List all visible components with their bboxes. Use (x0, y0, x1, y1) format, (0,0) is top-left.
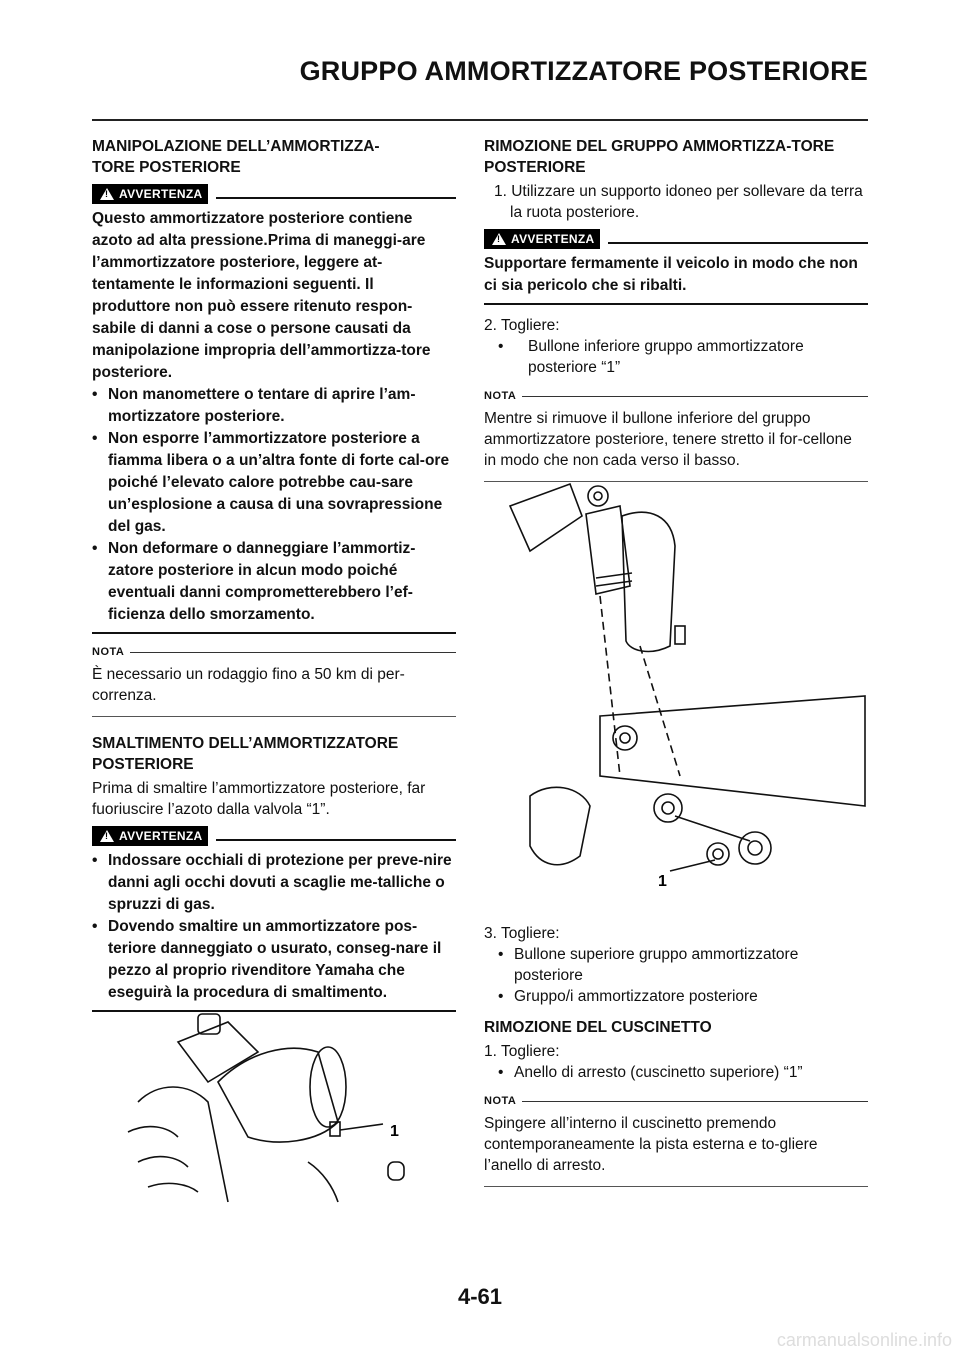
warning-tag (92, 826, 208, 846)
warning-bullet: • Non deformare o danneggiare l’ammortiz-zatore posteriore in alcun modo poiché eventuali danni comprometterebbero l’ef-ficienza dello smorzamento. (92, 538, 456, 626)
disposal-text: Prima di smaltire l’ammortizzatore posteriore, far fuoriuscire l’azoto dalla valvola “1”. (92, 780, 426, 818)
section-heading-bearing: RIMOZIONE DEL CUSCINETTO (484, 1019, 712, 1036)
note-header (484, 390, 868, 402)
warning-label: AVVERTENZA (119, 187, 203, 201)
warning-label: AVVERTENZA (511, 232, 595, 246)
warning-header (484, 229, 868, 249)
note-text: Spingere all’interno il cuscinetto premendo contemporaneamente la pista esterna e to-gliere l’anello di arresto. (484, 1115, 818, 1174)
note-label: NOTA (92, 646, 125, 658)
page-title: GRUPPO AMMORTIZZATORE POSTERIORE (299, 56, 868, 86)
warning-triangle-icon (492, 233, 506, 245)
note-label: NOTA (484, 1095, 517, 1107)
section-heading-removal: RIMOZIONE DEL GRUPPO AMMORTIZZA-TORE POSTERIORE (484, 138, 835, 176)
warning-tag (92, 184, 208, 204)
step-3-bullet: • Gruppo/i ammortizzatore posteriore (498, 986, 868, 1007)
section-heading-disposal: SMALTIMENTO DELL’AMMORTIZZATORE POSTERIORE (92, 735, 399, 773)
warning-text: Questo ammortizzatore posteriore contiene azoto ad alta pressione.Prima di maneggi-are l’ammortizzatore posteriore, leggere at-tentamente le informazioni seguenti. Il produttore non può essere ritenuto respon-sabile di danni a cose o persone causati da manipolazione impropria dell’ammortizza-tore posteriore. (92, 210, 431, 381)
warning-label: AVVERTENZA (119, 829, 203, 843)
shock-absorber-valve-figure (118, 1012, 438, 1207)
warning-bullet: • Non esporre l’ammortizzatore posteriore a fiamma libera o a un’altra fonte di forte cal-ore poiché l’elevato calore potrebbe cau-sare un’esplosione a causa di una sovrapressione del gas. (92, 428, 456, 538)
warning-bullet: • Dovendo smaltire un ammortizzatore pos-teriore danneggiato o usurato, conseg-nare il pezzo al proprio rivenditore Yamaha che eseguirà la procedura di smaltimento. (92, 916, 456, 1004)
step-2-bullet: • Bullone inferiore gruppo ammortizzatore posteriore “1” (498, 336, 868, 378)
figure-callout: 1 (390, 1123, 399, 1140)
warning-triangle-icon (100, 188, 114, 200)
warning-tag (484, 229, 600, 249)
left-column (92, 136, 456, 1022)
note-text: Mentre si rimuove il bullone inferiore del gruppo ammortizzatore posteriore, tenere stretto il for-cellone in modo che non cada verso il basso. (484, 410, 852, 469)
figure-callout: 1 (658, 873, 667, 890)
step-4-bullet: • Anello di arresto (cuscinetto superiore) “1” (498, 1062, 868, 1083)
note-header (92, 646, 456, 658)
warning-header (92, 826, 456, 846)
section-heading-handling: MANIPOLAZIONE DELL’AMMORTIZZA-TORE POSTERIORE (92, 138, 380, 176)
step-4: 1. Togliere: (484, 1043, 560, 1060)
warning-text: Supportare fermamente il veicolo in modo che non ci sia pericolo che si ribalti. (484, 255, 858, 294)
note-text: È necessario un rodaggio fino a 50 km di per-correnza. (92, 666, 405, 704)
step-1: 1. Utilizzare un supporto idoneo per sollevare da terra la ruota posteriore. (494, 183, 863, 221)
rear-shock-removal-figure (500, 476, 868, 896)
warning-triangle-icon (100, 830, 114, 842)
warning-header (92, 184, 456, 204)
step-3-bullet: • Bullone superiore gruppo ammortizzatore posteriore (498, 944, 868, 986)
warning-bullet: • Indossare occhiali di protezione per preve-nire danni agli occhi dovuti a scaglie me-talliche o spruzzi di gas. (92, 850, 456, 916)
step-3: 3. Togliere: (484, 925, 560, 942)
watermark: carmanualsonline.info (776, 1330, 952, 1350)
warning-bullet: • Non manomettere o tentare di aprire l’am-mortizzatore posteriore. (92, 384, 456, 428)
note-label: NOTA (484, 390, 517, 402)
step-2: 2. Togliere: (484, 317, 560, 334)
page-number: 4-61 (457, 1284, 503, 1309)
note-header (484, 1095, 868, 1107)
title-rule (92, 119, 868, 121)
